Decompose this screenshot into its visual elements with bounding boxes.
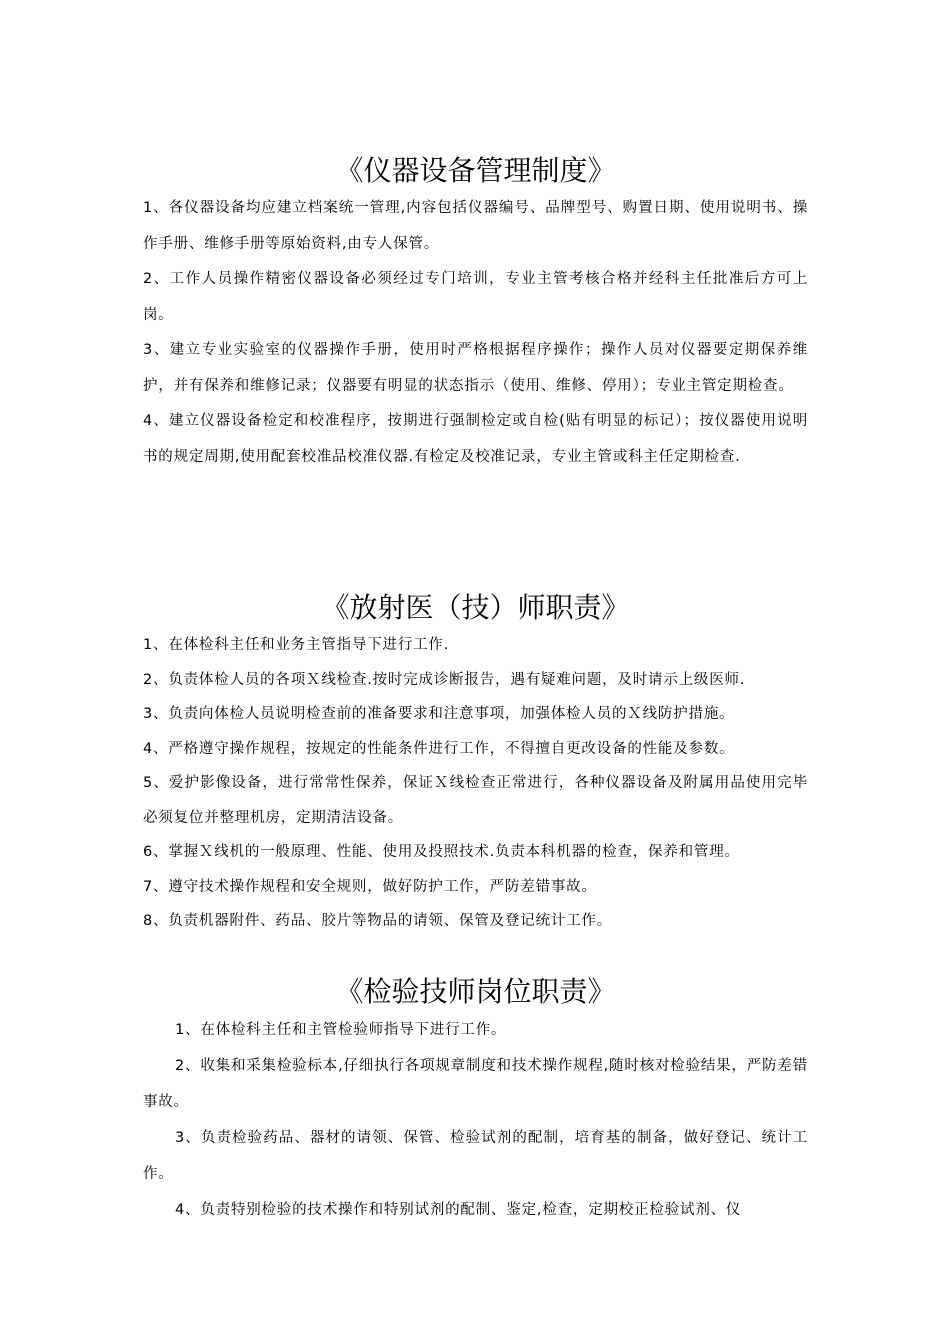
- paragraph: 7、遵守技术操作规程和安全规则，做好防护工作，严防差错事故。: [143, 878, 597, 895]
- equipment-management-section: [143, 151, 808, 475]
- paragraph: 1、在体检科主任和业务主管指导下进行工作.: [143, 637, 450, 653]
- section-title: 《放射医（技）师职责》: [321, 591, 630, 624]
- paragraph: 3、负责检验药品、器材的请领、保管、检验试剂的配制，培育基的制备，做好登记、统计工作。: [143, 1130, 808, 1182]
- paragraph: 6、掌握Ｘ线机的一般原理、性能、使用及投照技术.负责本科机器的检查，保养和管理。: [143, 844, 740, 860]
- paragraph: 5、爱护影像设备，进行常常性保养，保证Ｘ线检查正常进行，各种仪器设备及附属用品使用完毕必须复位并整理机房，定期清洁设备。: [143, 775, 808, 826]
- paragraph: 2、收集和采集检验标本,仔细执行各项规章制度和技术操作规程,随时核对检验结果，严防差错事故。: [143, 1058, 808, 1110]
- radiology-duties-section: [143, 588, 808, 939]
- paragraph: 2、负责体检人员的各项Ｘ线检查.按时完成诊断报告，遇有疑难问题，及时请示上级医师.: [143, 671, 746, 688]
- lab-technician-duties-section: [143, 972, 808, 1228]
- paragraph: 2、工作人员操作精密仪器设备必须经过专门培训，专业主管考核合格并经科主任批准后方可上岗。: [143, 271, 808, 323]
- paragraph: 4、负责特别检验的技术操作和特别试剂的配制、鉴定,检查，定期校正检验试剂、仪: [175, 1202, 742, 1218]
- section-title: 《检验技师岗位职责》: [335, 975, 616, 1008]
- paragraph: 1、在体检科主任和主管检验师指导下进行工作。: [175, 1022, 507, 1038]
- section-title: 《仪器设备管理制度》: [335, 154, 616, 187]
- paragraph: 1、各仪器设备均应建立档案统一管理,内容包括仪器编号、品牌型号、购置日期、使用说明书、操作手册、维修手册等原始资料,由专人保管。: [143, 200, 808, 252]
- paragraph: 3、负责向体检人员说明检查前的准备要求和注意事项，加强体检人员的Ｘ线防护措施。: [143, 706, 735, 722]
- paragraph: 8、负责机器附件、药品、胶片等物品的请领、保管及登记统计工作。: [143, 913, 613, 929]
- paragraph: 4、建立仪器设备检定和校准程序，按期进行强制检定或自检(贴有明显的标记）；按仪器使用说明书的规定周期,使用配套校准品校准仪器.有检定及校准记录，专业主管或科主任定期检查.: [143, 413, 808, 465]
- paragraph: 3、建立专业实验室的仪器操作手册，使用时严格根据程序操作；操作人员对仪器要定期保养维护，并有保养和维修记录；仪器要有明显的状态指示（使用、维修、停用）；专业主管定期检查。: [143, 342, 808, 394]
- paragraph: 4、严格遵守操作规程，按规定的性能条件进行工作，不得擅自更改设备的性能及参数。: [143, 740, 735, 757]
